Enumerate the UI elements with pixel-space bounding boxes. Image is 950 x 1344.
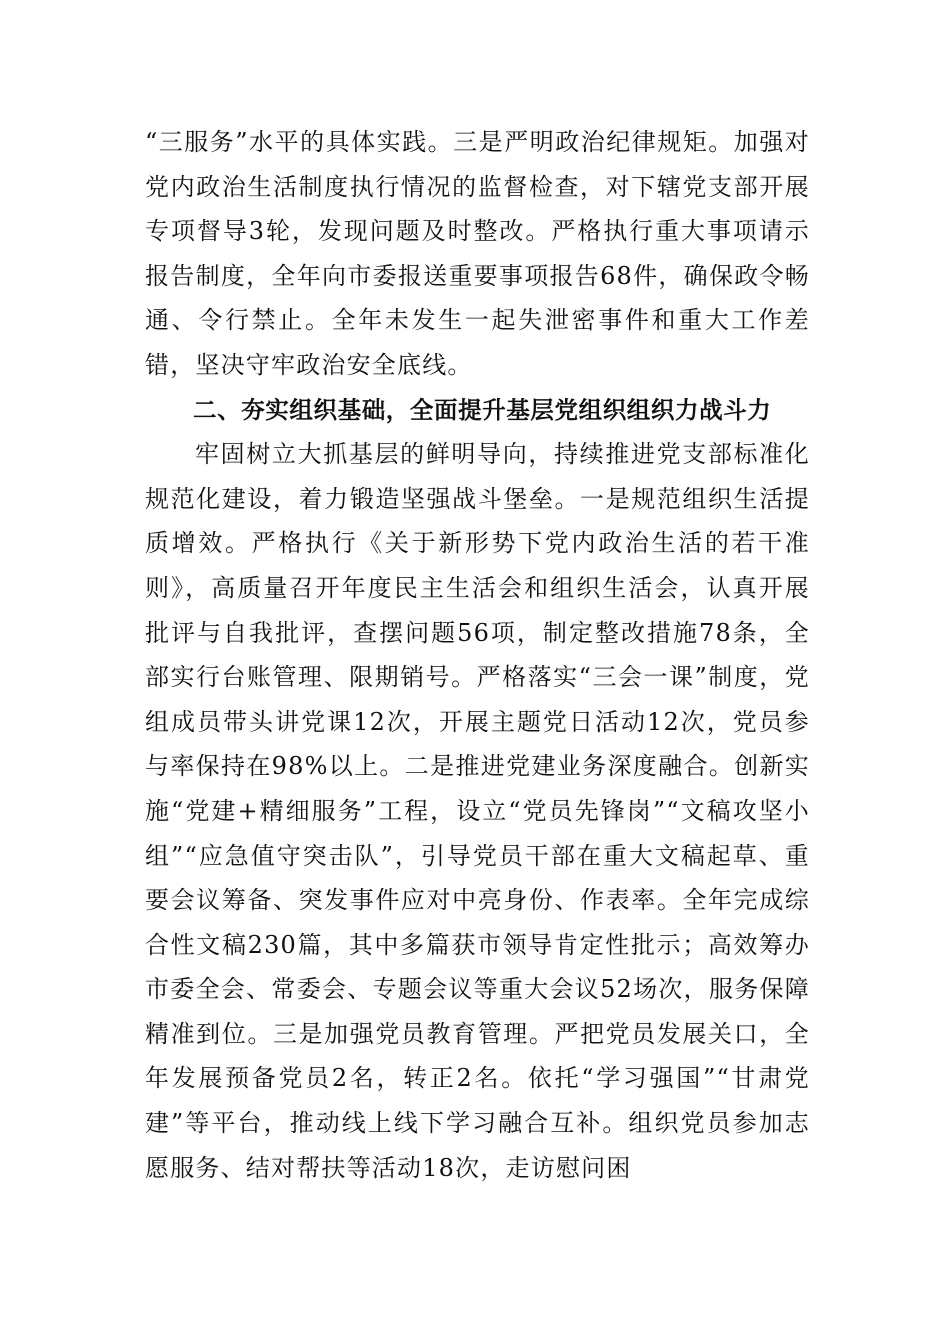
document-body [145,120,810,1190]
section-heading: 二、夯实组织基础，全面提升基层党组织组织力战斗力 [193,395,772,424]
paragraph-continued: “三服务”水平的具体实践。三是严明政治纪律规矩。加强对党内政治生活制度执行情况的监督检查，对下辖党支部开展专项督导3轮，发现问题及时整改。严格执行重大事项请示报告制度，全年向市委报送重要事项报告68件，确保政令畅通、令行禁止。全年未发生一起失泄密事件和重大工作差错，坚决守牢政治安全底线。 [145,128,810,379]
paragraph-main: 牢固树立大抓基层的鲜明导向，持续推进党支部标准化规范化建设，着力锻造坚强战斗堡垒。一是规范组织生活提质增效。严格执行《关于新形势下党内政治生活的若干准则》，高质量召开年度民主生活会和组织生活会，认真开展批评与自我批评，查摆问题56项，制定整改措施78条，全部实行台账管理、限期销号。严格落实“三会一课”制度，党组成员带头讲党课12次，开展主题党日活动12次，党员参与率保持在98%以上。二是推进党建业务深度融合。创新实施“党建+精细服务”工程，设立“党员先锋岗”“文稿攻坚小组”“应急值守突击队”，引导党员干部在重大文稿起草、重要会议筹备、突发事件应对中亮身份、作表率。全年完成综合性文稿230篇，其中多篇获市领导肯定性批示；高效筹办市委全会、常委会、专题会议等重大会议52场次，服务保障精准到位。三是加强党员教育管理。严把党员发展关口，全年发展预备党员2名，转正2名。依托“学习强国”“甘肃党建”等平台，推动线上线下学习融合互补。组织党员参加志愿服务、结对帮扶等活动18次，走访慰问困 [145,440,810,1182]
